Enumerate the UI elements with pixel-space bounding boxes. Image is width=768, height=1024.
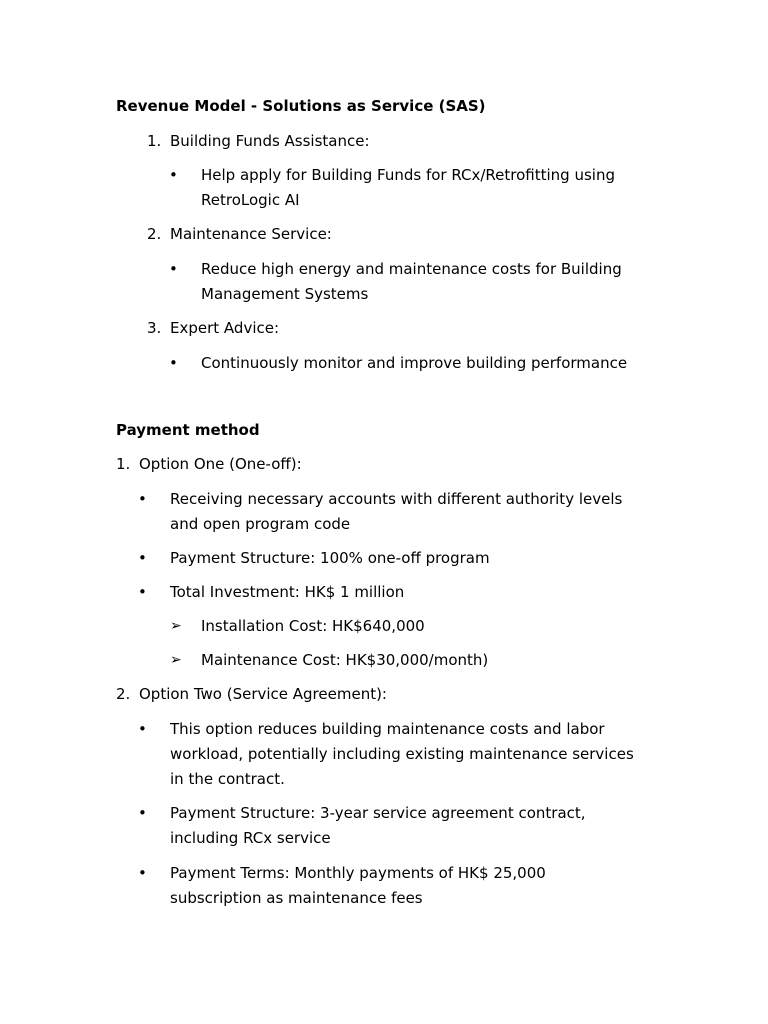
list-item-text: Maintenance Cost: HK$30,000/month) [201, 651, 489, 669]
revenue-heading: Revenue Model - Solutions as Service (SAS) [116, 97, 486, 115]
bullet-icon: • [169, 166, 178, 184]
list-item-text: RetroLogic AI [201, 191, 300, 209]
list-item-text: Payment Terms: Monthly payments of HK$ 25,000 [170, 864, 546, 882]
arrow-bullet-icon: ➢ [170, 618, 182, 634]
arrow-bullet-icon: ➢ [170, 652, 182, 668]
list-item-text: Management Systems [201, 285, 369, 303]
list-item-label: Maintenance Service: [170, 225, 332, 243]
list-number: 1. [116, 455, 131, 473]
list-item-text: Payment Structure: 3-year service agreement contract, [170, 804, 586, 822]
list-item-text: workload, potentially including existing maintenance services [170, 745, 634, 763]
bullet-icon: • [169, 260, 178, 278]
list-number: 1. [147, 132, 162, 150]
payment-heading: Payment method [116, 421, 260, 439]
bullet-icon: • [138, 549, 147, 567]
list-item-text: Continuously monitor and improve building performance [201, 354, 628, 372]
bullet-icon: • [169, 354, 178, 372]
list-item-label: Building Funds Assistance: [170, 132, 370, 150]
list-item-text: Payment Structure: 100% one-off program [170, 549, 490, 567]
list-item-text: including RCx service [170, 829, 331, 847]
list-item-text: and open program code [170, 515, 351, 533]
list-item-text: This option reduces building maintenance costs and labor [170, 720, 605, 738]
list-item-text: Total Investment: HK$ 1 million [170, 583, 405, 601]
list-item-text: in the contract. [170, 770, 285, 788]
bullet-icon: • [138, 720, 147, 738]
list-item-text: Reduce high energy and maintenance costs for Building [201, 260, 622, 278]
bullet-icon: • [138, 804, 147, 822]
list-item-text: Installation Cost: HK$640,000 [201, 617, 425, 635]
list-number: 2. [116, 685, 131, 703]
bullet-icon: • [138, 864, 147, 882]
list-item-text: Help apply for Building Funds for RCx/Retrofitting using [201, 166, 615, 184]
list-item-text: subscription as maintenance fees [170, 889, 423, 907]
bullet-icon: • [138, 490, 147, 508]
list-item-text: Receiving necessary accounts with different authority levels [170, 490, 623, 508]
bullet-icon: • [138, 583, 147, 601]
list-number: 2. [147, 225, 162, 243]
option-label: Option Two (Service Agreement): [139, 685, 387, 703]
list-item-label: Expert Advice: [170, 319, 280, 337]
option-label: Option One (One-off): [139, 455, 302, 473]
list-number: 3. [147, 319, 162, 337]
